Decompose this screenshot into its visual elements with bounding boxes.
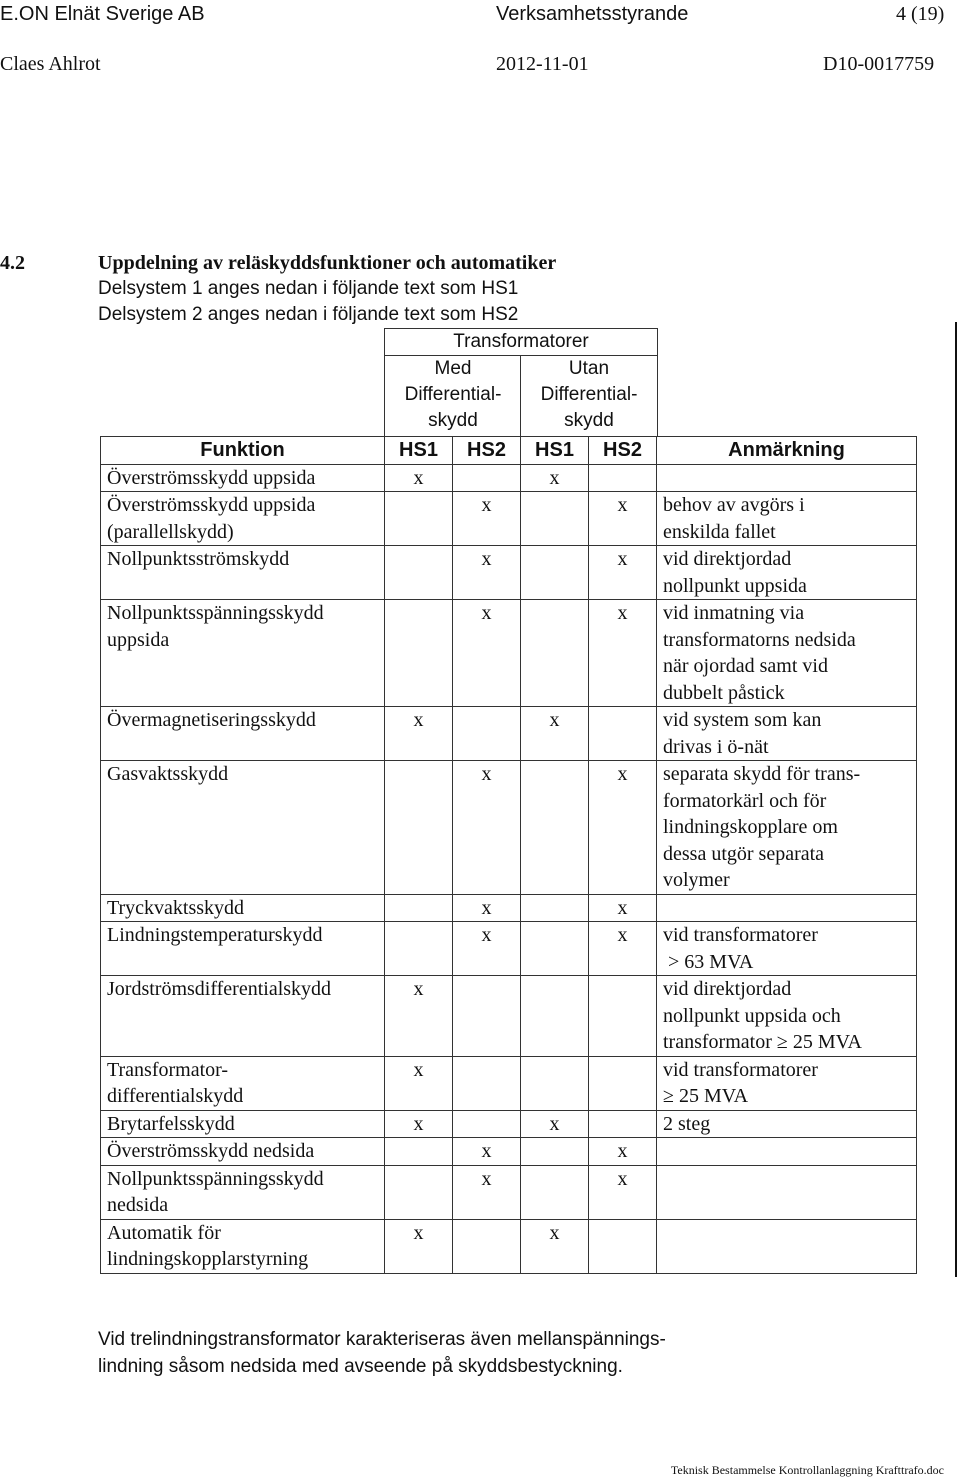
- mark-hs2-without: x: [589, 894, 657, 922]
- mark-hs2-without: [589, 1219, 657, 1273]
- mark-hs2-with: x: [453, 546, 521, 600]
- intro-line-2: Delsystem 2 anges nedan i följande text som HS2: [98, 304, 519, 325]
- table-row: [101, 1110, 917, 1138]
- remark-cell: [657, 546, 917, 600]
- table-row: [101, 1165, 917, 1219]
- mark-hs2-with: x: [453, 1138, 521, 1166]
- without-differential-line-1: Utan: [568, 358, 610, 379]
- mark-hs1-without: x: [521, 707, 589, 761]
- column-header-hs2-with: HS2: [453, 437, 521, 465]
- mark-hs2-without: [589, 1056, 657, 1110]
- mark-hs1-without: [521, 1165, 589, 1219]
- transformers-header: Transformatorer: [384, 328, 658, 356]
- mark-hs1-without: x: [521, 1219, 589, 1273]
- footer-note: [98, 1326, 666, 1380]
- mark-hs1-with: [385, 492, 453, 546]
- function-cell: [101, 1165, 385, 1219]
- mark-hs1-with: x: [385, 1219, 453, 1273]
- function-text: nedsida: [107, 1194, 169, 1216]
- function-cell: [101, 1138, 385, 1166]
- mark-hs1-with: x: [385, 707, 453, 761]
- document-date: 2012-11-01: [496, 53, 589, 75]
- function-text: Jordströmsdifferentialskydd: [107, 978, 332, 1000]
- mark-hs1-with: [385, 600, 453, 707]
- remark-cell: [657, 894, 917, 922]
- function-cell: [101, 707, 385, 761]
- table-row: [101, 546, 917, 600]
- mark-hs2-with: [453, 707, 521, 761]
- mark-hs2-without: x: [589, 1138, 657, 1166]
- without-differential-line-2: Differential-: [540, 384, 638, 405]
- mark-hs1-without: [521, 1056, 589, 1110]
- function-text: Brytarfelsskydd: [107, 1112, 235, 1135]
- remark-cell: [657, 600, 917, 707]
- section-number: 4.2: [0, 252, 25, 274]
- remark-text: vid transformatorer: [663, 1058, 818, 1081]
- function-cell: [101, 464, 385, 492]
- remark-text: vid system som kan: [663, 709, 822, 731]
- remark-text: vid direktjordad: [663, 548, 792, 570]
- mark-hs2-with: [453, 1219, 521, 1273]
- mark-hs1-with: x: [385, 976, 453, 1057]
- mark-hs2-without: x: [589, 600, 657, 707]
- table-header-row: [101, 437, 917, 465]
- table-row: [101, 600, 917, 707]
- table-row: [101, 894, 917, 922]
- remark-cell: [657, 492, 917, 546]
- function-text: (parallellskydd): [107, 520, 234, 543]
- document-filename: Teknisk Bestammelse Kontrollanlaggning Krafttrafo.doc: [670, 1463, 944, 1477]
- mark-hs1-with: [385, 761, 453, 895]
- remark-text: volymer: [663, 869, 730, 891]
- mark-hs2-without: x: [589, 492, 657, 546]
- remark-text: när ojordad samt vid: [663, 655, 828, 677]
- remark-text: ≥ 25 MVA: [663, 1085, 749, 1107]
- mark-hs1-without: [521, 492, 589, 546]
- function-cell: [101, 1056, 385, 1110]
- mark-hs2-without: [589, 1110, 657, 1138]
- page-number: 4 (19): [896, 3, 945, 25]
- table-row: [101, 707, 917, 761]
- function-cell: [101, 922, 385, 976]
- remark-text: formatorkärl och för: [663, 789, 827, 812]
- mark-hs2-without: [589, 707, 657, 761]
- function-cell: [101, 492, 385, 546]
- remark-cell: [657, 1138, 917, 1166]
- mark-hs1-with: [385, 894, 453, 922]
- table-row: [101, 922, 917, 976]
- remark-text: nollpunkt uppsida: [663, 574, 807, 597]
- company-name: E.ON Elnät Sverige AB: [0, 3, 205, 25]
- mark-hs1-with: [385, 922, 453, 976]
- without-differential-line-3: skydd: [564, 410, 614, 431]
- table-row: [101, 976, 917, 1057]
- mark-hs1-with: x: [385, 464, 453, 492]
- mark-hs1-without: [521, 546, 589, 600]
- mark-hs1-without: [521, 761, 589, 895]
- mark-hs1-with: [385, 546, 453, 600]
- mark-hs1-without: x: [521, 464, 589, 492]
- column-header-function: Funktion: [101, 437, 385, 465]
- function-text: lindningskopplarstyrning: [107, 1248, 309, 1270]
- table-row: [101, 761, 917, 895]
- table-row: [101, 1056, 917, 1110]
- with-differential-header: [384, 355, 521, 437]
- mark-hs2-without: [589, 976, 657, 1057]
- with-differential-line-3: skydd: [428, 410, 478, 431]
- column-header-hs2-without: HS2: [589, 437, 657, 465]
- footer-note-line-2: lindning såsom nedsida med avseende på skyddsbestyckning.: [98, 1356, 623, 1377]
- mark-hs2-with: [453, 464, 521, 492]
- revision-bar: [955, 322, 957, 1277]
- mark-hs1-with: [385, 1165, 453, 1219]
- column-header-hs1-without: HS1: [521, 437, 589, 465]
- mark-hs2-with: [453, 1110, 521, 1138]
- footer-note-line-1: Vid trelindningstransformator karakteriseras även mellanspännings-: [98, 1329, 666, 1350]
- mark-hs2-with: [453, 1056, 521, 1110]
- remark-text: enskilda fallet: [663, 520, 776, 543]
- mark-hs2-without: [589, 464, 657, 492]
- remark-text: lindningskopplare om: [663, 816, 838, 838]
- with-differential-line-1: Med: [434, 358, 472, 379]
- column-header-hs1-with: HS1: [385, 437, 453, 465]
- document-type: Verksamhetsstyrande: [496, 3, 689, 25]
- mark-hs2-with: x: [453, 492, 521, 546]
- remark-text: behov av avgörs i: [663, 494, 805, 516]
- remark-cell: [657, 464, 917, 492]
- column-header-remark: Anmärkning: [657, 437, 917, 465]
- function-text: Överströmsskydd uppsida: [107, 494, 316, 516]
- table-row: [101, 1219, 917, 1273]
- function-text: Tryckvaktsskydd: [107, 896, 245, 919]
- function-cell: [101, 546, 385, 600]
- protection-function-table: [100, 436, 917, 1274]
- author-name: Claes Ahlrot: [0, 53, 101, 75]
- remark-cell: [657, 976, 917, 1057]
- mark-hs2-with: [453, 976, 521, 1057]
- remark-cell: [657, 707, 917, 761]
- remark-cell: [657, 1110, 917, 1138]
- function-cell: [101, 761, 385, 895]
- remark-cell: [657, 1165, 917, 1219]
- remark-text: vid transformatorer: [663, 924, 818, 946]
- mark-hs2-with: x: [453, 894, 521, 922]
- function-text: Automatik för: [107, 1221, 221, 1244]
- remark-text: > 63 MVA: [663, 950, 754, 973]
- remark-text: 2 steg: [663, 1112, 711, 1135]
- without-differential-header: [520, 355, 658, 437]
- mark-hs2-with: x: [453, 1165, 521, 1219]
- mark-hs2-without: x: [589, 922, 657, 976]
- section-title: Uppdelning av reläskyddsfunktioner och automatiker: [98, 252, 557, 274]
- function-cell: [101, 1219, 385, 1273]
- mark-hs1-without: [521, 1138, 589, 1166]
- table-row: [101, 464, 917, 492]
- mark-hs1-without: [521, 600, 589, 707]
- function-cell: [101, 600, 385, 707]
- function-text: uppsida: [107, 628, 170, 651]
- remark-text: nollpunkt uppsida och: [663, 1004, 841, 1027]
- remark-cell: [657, 922, 917, 976]
- mark-hs2-without: x: [589, 761, 657, 895]
- function-text: Gasvaktsskydd: [107, 763, 229, 785]
- table-row: [101, 492, 917, 546]
- function-text: Nollpunktsströmskydd: [107, 548, 290, 570]
- function-cell: [101, 1110, 385, 1138]
- intro-line-1: Delsystem 1 anges nedan i följande text som HS1: [98, 278, 519, 299]
- table-row: [101, 1138, 917, 1166]
- mark-hs2-without: x: [589, 546, 657, 600]
- remark-text: dessa utgör separata: [663, 842, 825, 865]
- document-id: D10-0017759: [823, 53, 935, 75]
- mark-hs2-with: x: [453, 761, 521, 895]
- mark-hs2-with: x: [453, 922, 521, 976]
- function-text: Nollpunktsspänningsskydd: [107, 602, 324, 624]
- remark-cell: [657, 1056, 917, 1110]
- remark-text: transformatorns nedsida: [663, 628, 856, 651]
- function-text: Överströmsskydd nedsida: [107, 1140, 315, 1162]
- function-text: Transformator-: [107, 1058, 229, 1081]
- function-text: Lindningstemperaturskydd: [107, 924, 323, 946]
- remark-text: drivas i ö-nät: [663, 735, 769, 758]
- mark-hs1-without: [521, 894, 589, 922]
- remark-text: vid inmatning via: [663, 602, 805, 624]
- with-differential-line-2: Differential-: [404, 384, 502, 405]
- remark-text: dubbelt påstick: [663, 681, 785, 704]
- remark-text: vid direktjordad: [663, 978, 792, 1000]
- function-text: Övermagnetiseringsskydd: [107, 709, 316, 731]
- mark-hs1-with: x: [385, 1110, 453, 1138]
- remark-text: separata skydd för trans-: [663, 763, 861, 785]
- mark-hs1-with: [385, 1138, 453, 1166]
- remark-text: transformator ≥ 25 MVA: [663, 1031, 862, 1053]
- mark-hs1-without: x: [521, 1110, 589, 1138]
- function-cell: [101, 894, 385, 922]
- function-text: differentialskydd: [107, 1085, 244, 1107]
- function-cell: [101, 976, 385, 1057]
- mark-hs2-without: x: [589, 1165, 657, 1219]
- mark-hs1-without: [521, 976, 589, 1057]
- remark-cell: [657, 1219, 917, 1273]
- function-text: Nollpunktsspänningsskydd: [107, 1167, 324, 1190]
- mark-hs1-without: [521, 922, 589, 976]
- mark-hs2-with: x: [453, 600, 521, 707]
- mark-hs1-with: x: [385, 1056, 453, 1110]
- function-text: Överströmsskydd uppsida: [107, 466, 316, 489]
- remark-cell: [657, 761, 917, 895]
